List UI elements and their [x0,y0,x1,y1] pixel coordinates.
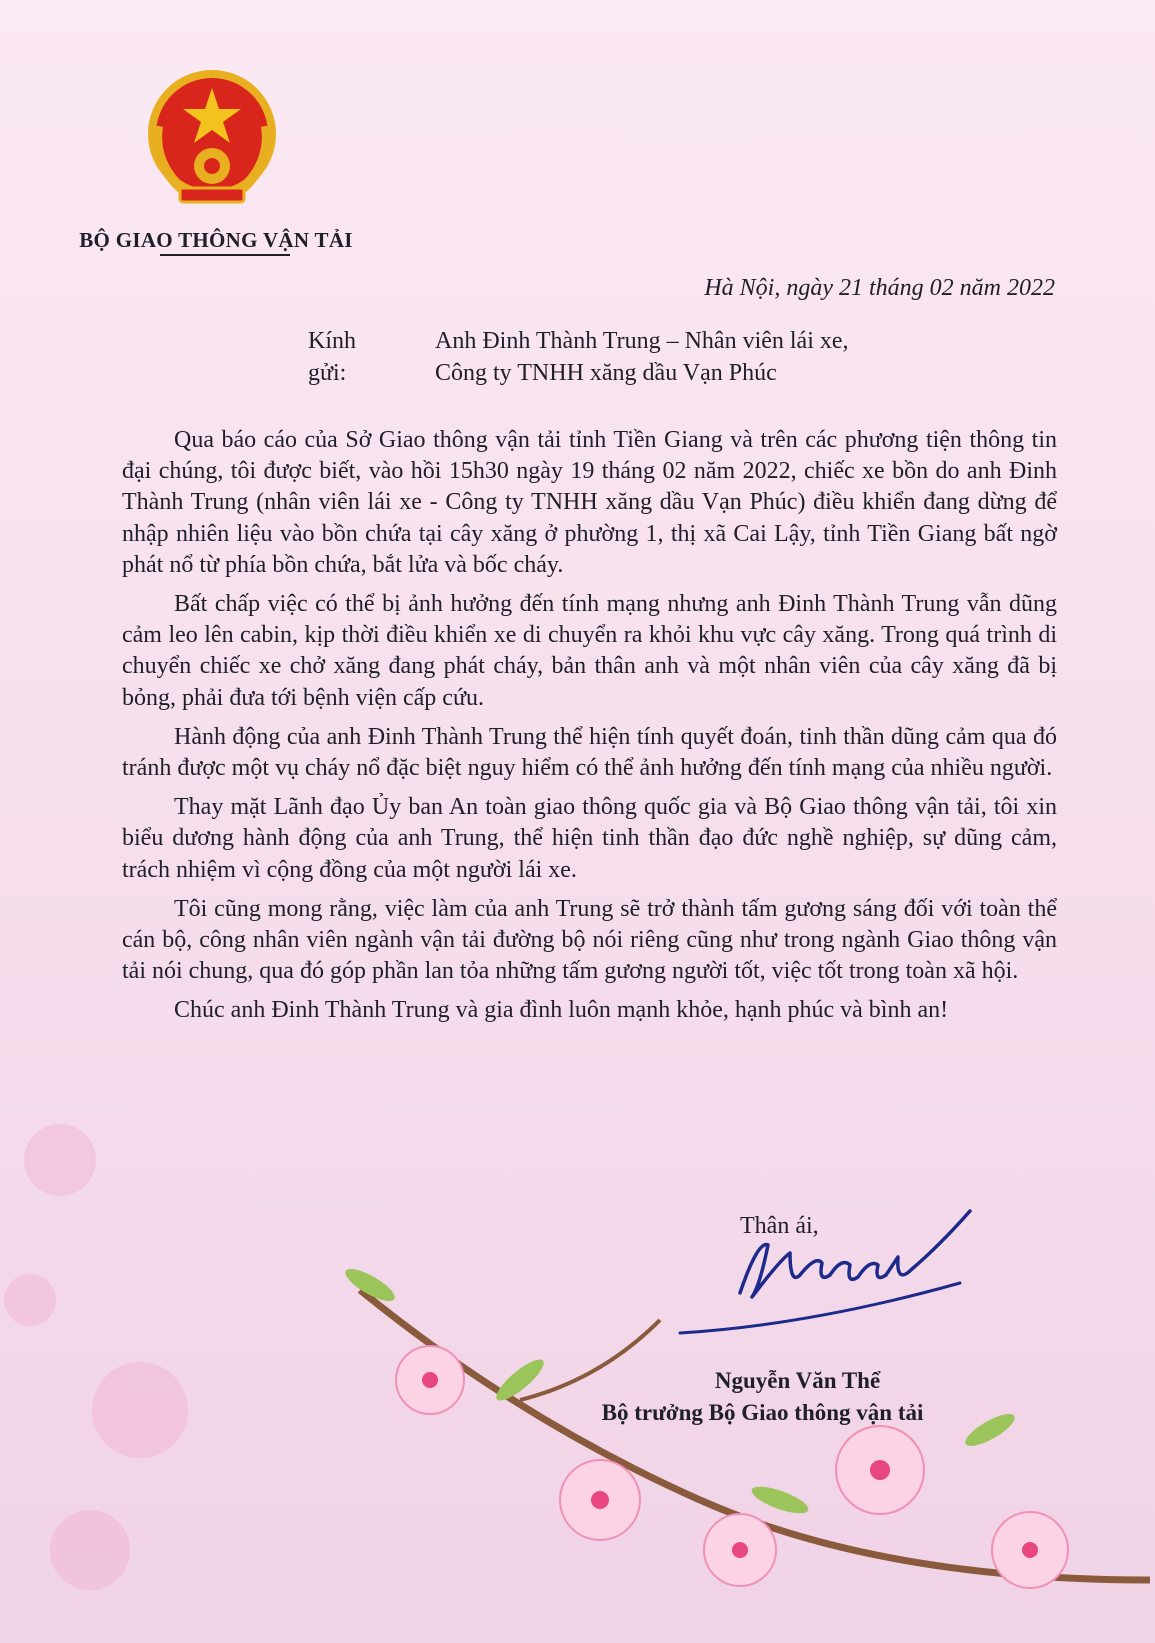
letter-body [122,425,1057,1035]
dateline: Hà Nội, ngày 21 tháng 02 năm 2022 [704,275,1055,301]
signer-name: Nguyễn Văn Thể [714,1368,881,1393]
body-paragraph: Qua báo cáo của Sở Giao thông vận tải tỉnh Tiền Giang và trên các phương tiện thông tin đại chúng, tôi được biết, vào hồi 15h30 ngày 19 tháng 02 năm 2022, chiếc xe bồn do anh Đinh Thành Trung (nhân viên lái xe - Công ty TNHH xăng dầu Vạn Phúc) điều khiển đang dừng để nhập nhiên liệu vào bồn chứa tại cây xăng ở phường 1, thị xã Cai Lậy, tỉnh Tiền Giang bất ngờ phát nổ từ phía bồn chứa, bắt lửa và bốc cháy. [122,427,1057,578]
peach-blossom-decoration [0,1080,1155,1643]
body-paragraph: Tôi cũng mong rằng, việc làm của anh Trung sẽ trở thành tấm gương sáng đối với toàn thể cán bộ, công nhân viên ngành vận tải đường bộ nói riêng cũng như trong ngành Giao thông vận tải nói chung, qua đó góp phần lan tỏa những tấm gương người tốt, việc tốt trong toàn xã hội. [122,895,1057,985]
ministry-underline [160,254,290,256]
handwritten-signature [640,1205,1000,1355]
body-paragraph: Hành động của anh Đinh Thành Trung thể hiện tính quyết đoán, tinh thần dũng cảm qua đó tránh được một vụ cháy nổ đặc biệt nguy hiểm có thể ảnh hưởng đến tính mạng của nhiều người. [122,723,1057,782]
signer-title: Bộ trưởng Bộ Giao thông vận tải [601,1400,924,1425]
ministry-name: BỘ GIAO THÔNG VẬN TẢI [79,228,353,252]
body-paragraph: Bất chấp việc có thể bị ảnh hưởng đến tính mạng nhưng anh Đinh Thành Trung vẫn dũng cảm leo lên cabin, kịp thời điều khiển xe di chuyển ra khỏi khu vực cây xăng. Trong quá trình di chuyển chiếc xe chở xăng đang phát cháy, bản thân anh và một nhân viên của cây xăng đã bị bỏng, phải đưa tới bệnh viện cấp cứu. [122,591,1057,711]
body-paragraph: Chúc anh Đinh Thành Trung và gia đình luôn mạnh khỏe, hạnh phúc và bình an! [174,997,949,1024]
state-emblem-icon [138,66,286,216]
recipient-label: Kính gửi: [308,328,356,386]
recipient-line-2: Công ty TNHH xăng dầu Vạn Phúc [435,360,777,386]
body-paragraph: Thay mặt Lãnh đạo Ủy ban An toàn giao thông quốc gia và Bộ Giao thông vận tải, tôi xin biểu dương hành động của anh Trung, thể hiện tinh thần đạo đức nghề nghiệp, sự dũng cảm, trách nhiệm vì cộng đồng của một người lái xe. [122,794,1057,883]
recipient-line-1: Anh Đinh Thành Trung – Nhân viên lái xe, [435,328,849,354]
closing: Thân ái, [740,1213,819,1239]
